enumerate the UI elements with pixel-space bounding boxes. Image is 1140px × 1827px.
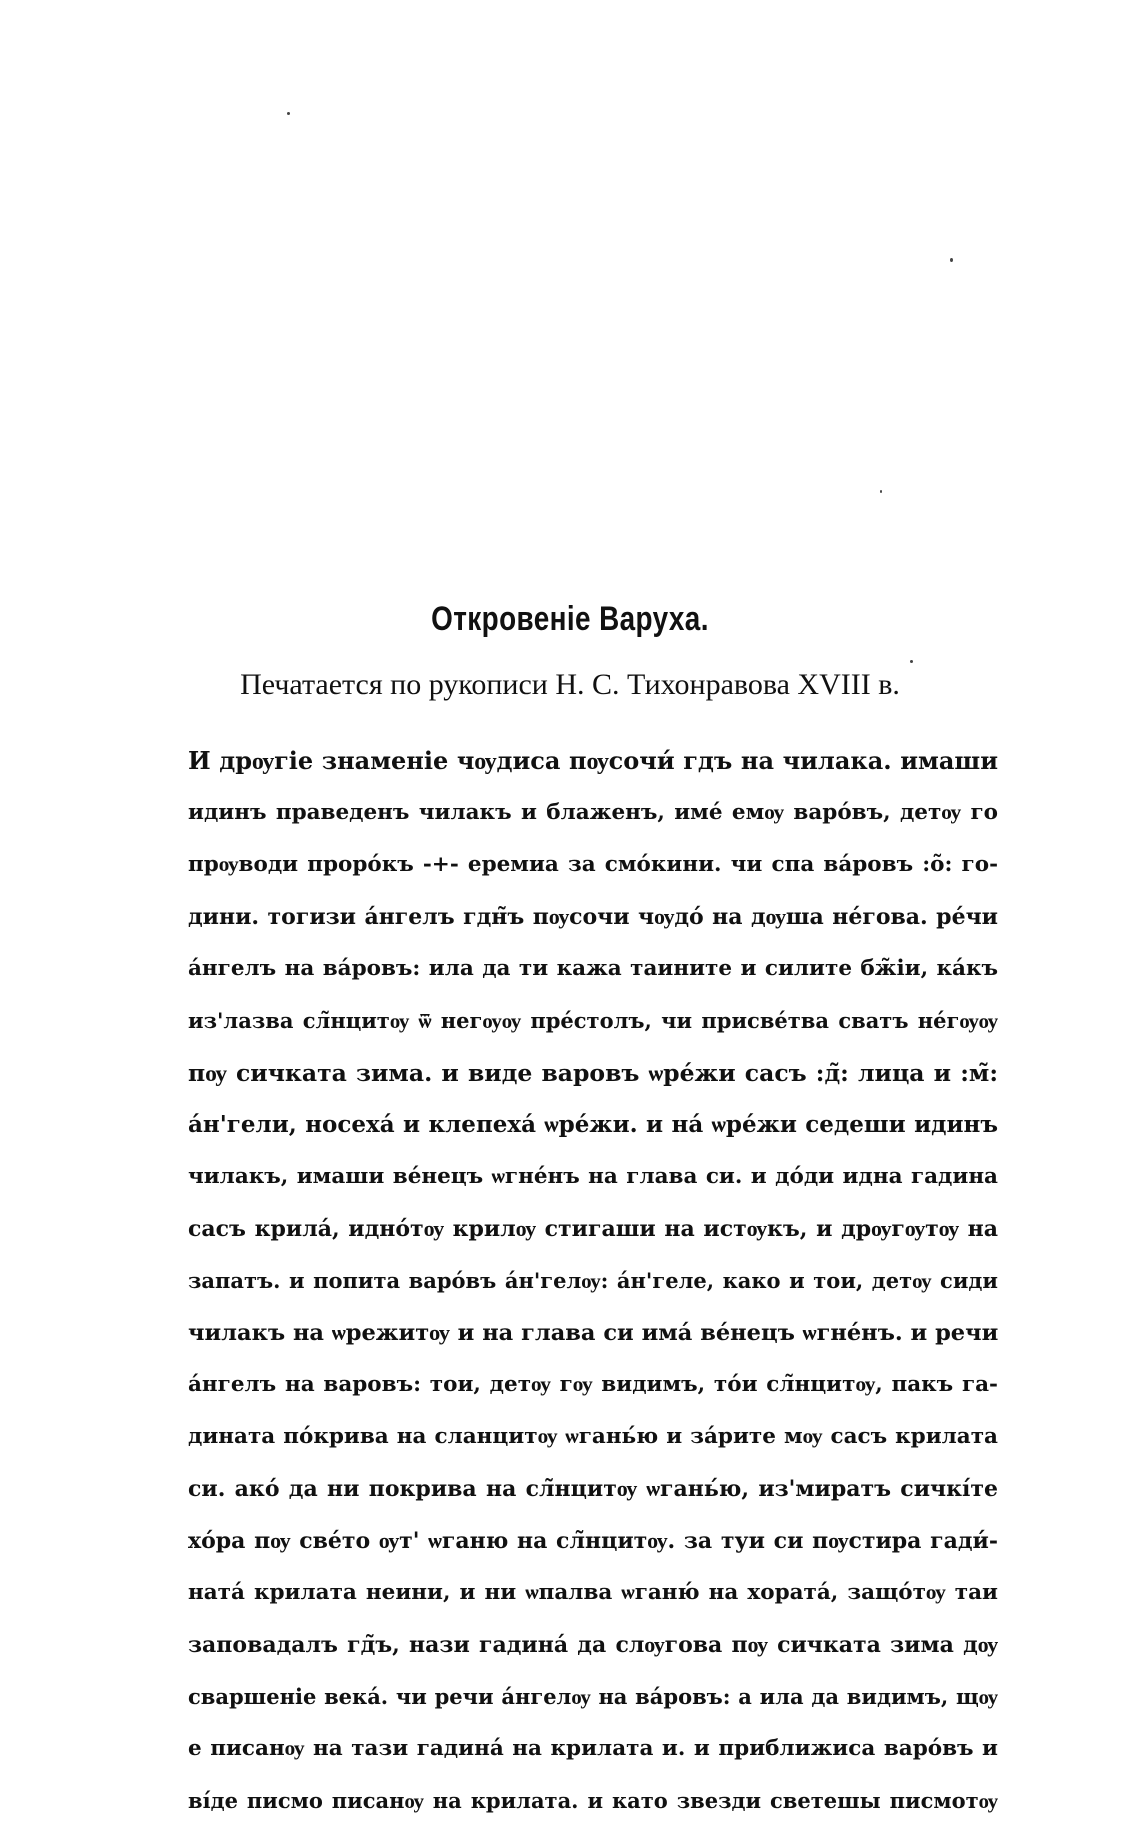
body-line: а́нгелъ на варовъ: тои, детѹ гѹ видимъ, то́и сл̃нцитѹ, пакъ га- <box>188 1372 998 1397</box>
body-line: хо́ра пѹ све́то ѹт' ѡганю на сл̃нцитѹ. за туи си пѹстира гади́- <box>188 1528 998 1554</box>
print-speck <box>287 112 290 115</box>
body-line: запатъ. и попита варо́въ а́н'гелѹ: а́н'геле, како и тои, детѹ сиди <box>188 1268 998 1293</box>
body-line: идинъ праведенъ чилакъ и блаженъ, име́ емѹ варо́въ, детѹ го <box>188 800 998 825</box>
body-line: И дрѹгіе знаменіе чѹдиса пѹсочи́ гдъ на чилака. имаши <box>188 746 998 775</box>
page-title: Откровеніе Варуха. <box>431 600 709 638</box>
body-line: сасъ крила́, идно́тѹ крилѹ стигаши на истѹкъ, и дрѹгѹтѹ на <box>188 1216 998 1242</box>
body-line: чилакъ на ѡрежитѹ и на глава си има́ ве́нецъ ѡгне́нъ. и речи <box>188 1320 998 1346</box>
body-line: заповадалъ гд̃ъ, нази гадина́ да слѹгова пѹ сичката зима дѹ <box>188 1632 998 1658</box>
print-speck <box>910 660 913 663</box>
body-line: а́нгелъ на ва́ровъ: ила да ти кажа таините и силите бж̃іи, ка́къ <box>188 956 998 981</box>
body-line: а́н'гели, носеха́ и клепеха́ ѡре́жи. и на́ ѡре́жи седеши идинъ <box>188 1111 998 1138</box>
body-text <box>188 735 998 1827</box>
print-speck <box>950 258 953 262</box>
body-line: ві́де писмо писанѹ на крилата. и като звезди светешы писмотѹ <box>188 1788 998 1813</box>
body-line: чилакъ, имаши ве́нецъ ѡгне́нъ на глава си. и до́ди идна гадина <box>188 1164 998 1189</box>
body-line: ната́ крилата неини, и ни ѡпалва ѡганю́ на хората́, защо́тѹ таи <box>188 1580 998 1605</box>
body-line: прѹводи проро́къ -+- еремиа за смо́кини. чи спа ва́ровъ :о̃: го- <box>188 852 998 877</box>
page-subtitle: Печатается по рукописи Н. С. Тихонравова XVIII в. <box>240 668 900 701</box>
body-line: сваршеніе века́. чи речи а́нгелѹ на ва́ровъ: а ила да видимъ, щѹ <box>188 1684 998 1709</box>
body-line: дината по́крива на сланцитѹ ѡгань́ю и за́рите мѹ сасъ крилата <box>188 1424 998 1449</box>
print-speck <box>880 490 882 493</box>
body-line: из'лазва сл̃нцитѹ ѿ негѹѹ пре́столъ, чи присве́тва сватъ не́гѹѹ <box>188 1008 998 1033</box>
body-line: пѹ сичката зима. и виде варовъ ѡре́жи сасъ :д̃: лица и :м̃: <box>188 1059 998 1087</box>
body-line: си. ако́ да ни покрива на сл̃нцитѹ ѡгань́ю, из'миратъ сичкі́те <box>188 1476 998 1502</box>
body-line: е писанѹ на тази гадина́ на крилата и. и приближиса варо́въ и <box>188 1736 998 1761</box>
body-line: дини. тогизи а́нгелъ гдн̃ъ пѹсочи чѹдо́ на дѹша не́гова. ре́чи <box>188 904 998 930</box>
